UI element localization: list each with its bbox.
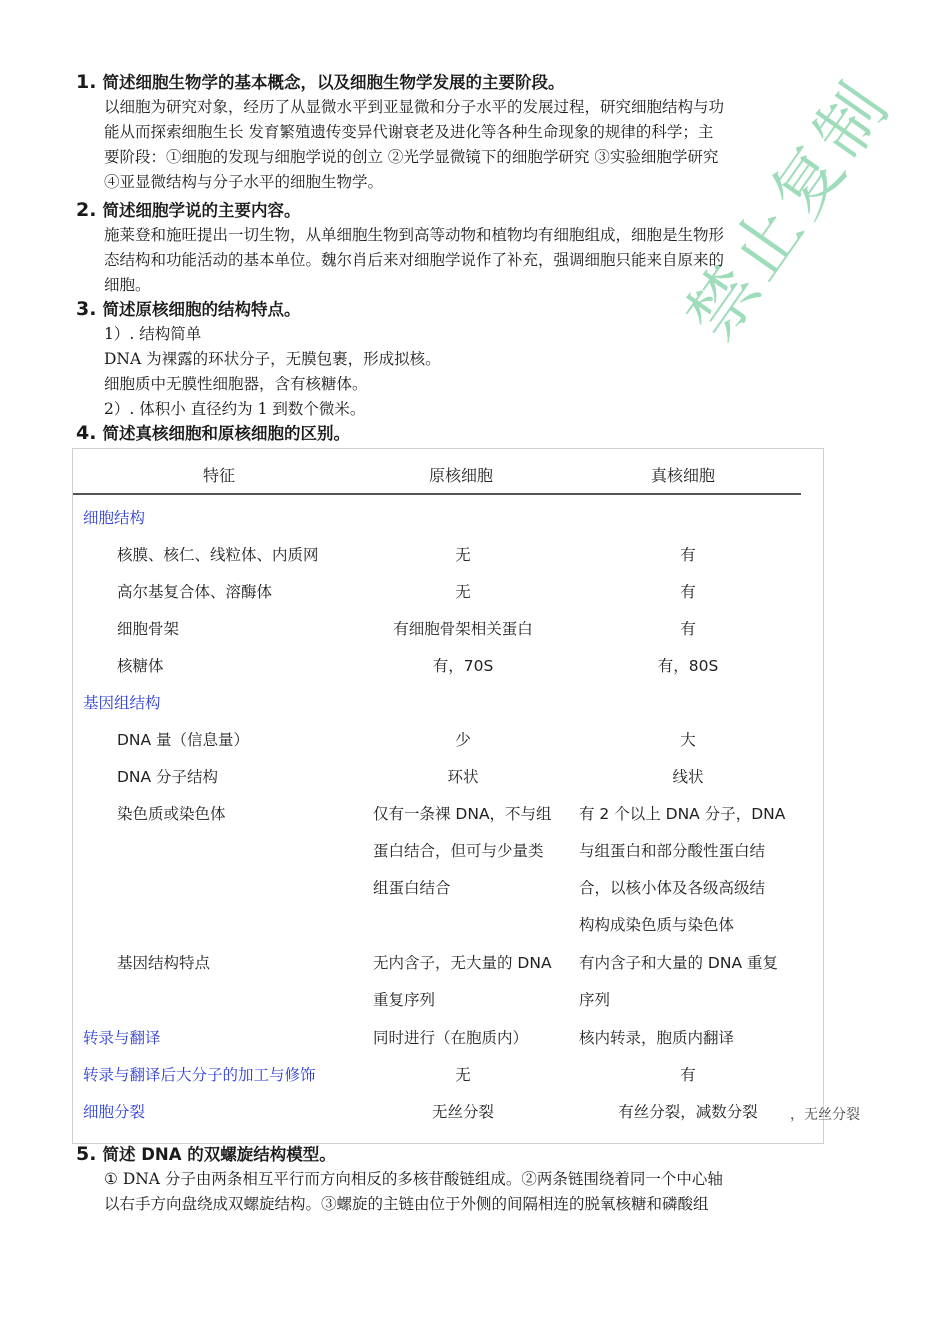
table-row: 核糖体 (117, 657, 164, 675)
header-eukaryote: 真核细胞 (651, 466, 716, 485)
question-2 (76, 198, 866, 298)
question-2-answer: 施莱登和施旺提出一切生物，从单细胞生物到高等动物和植物均有细胞组成，细胞是生物形 态结构和功能活动的基本单位。魏尔肖后来对细胞学说作了补充，强调细胞只能来自原来的 细胞。 (104, 226, 725, 294)
header-feature: 特征 (203, 466, 236, 485)
table-row: 染色质或染色体 (117, 805, 226, 823)
comparison-table: 特征 原核细胞 真核细胞 细胞结构 核膜、核仁、线粒体、内质网 无 有 高尔基复合体、溶酶体 无 有 细胞骨架 有细胞骨架相关蛋白 有 核糖体 有，70S 有，80S 基因组结构 DNA 量（信息量） 少 大 DNA 分子结构 环状 线状 染色质或染色体 仅有一条裸 DNA，不与组 蛋白结合，但可与少量类 组蛋白结合 有 2 个以上 DNA 分子，DNA 与组蛋白和部分酸性蛋白结 合，以核小体及各级高级结 构构成染色质与染色体 基因结构特点 无内含子，无大量的 DNA 重复序列 有内含子和大量的 DNA 重复 序列 转录与翻译 同时进行（在胞质内） 核内转录，胞质内翻译 转录与翻译后大分子的加工与修饰 无 有 细胞分裂 无丝分裂 有丝分裂，减数分裂 (72, 448, 824, 1144)
section-cell-structure: 细胞结构 (83, 509, 146, 527)
section-processing: 转录与翻译后大分子的加工与修饰 (83, 1066, 316, 1084)
table-header (73, 449, 801, 495)
section-cell-division: 细胞分裂 (83, 1103, 146, 1121)
section-genome-structure: 基因组结构 (83, 694, 161, 712)
question-4-title: 4. 简述真核细胞和原核细胞的区别。 (76, 422, 350, 444)
watermark: 禁止复制 (672, 66, 907, 354)
question-1-title: 1. 简述细胞生物学的基本概念，以及细胞生物学发展的主要阶段。 (76, 71, 565, 93)
table-extra-note: ，无丝分裂 (790, 1107, 860, 1123)
question-1 (76, 70, 866, 195)
question-5-title: 5. 简述 DNA 的双螺旋结构模型。 (76, 1143, 336, 1165)
question-3-answer: 1）. 结构简单 DNA 为裸露的环状分子，无膜包裹，形成拟核。 细胞质中无膜性细胞器，含有核糖体。 2）. 体积小 直径约为 1 到数个微米。 (104, 325, 441, 418)
table-row: 细胞骨架 (117, 620, 180, 638)
question-2-title: 2. 简述细胞学说的主要内容。 (76, 199, 301, 221)
gene-structure-prokaryote: 无内含子，无大量的 DNA 重复序列 (373, 954, 552, 1009)
chromatin-eukaryote: 有 2 个以上 DNA 分子，DNA 与组蛋白和部分酸性蛋白结 合，以核小体及各级高级结 构构成染色质与染色体 (579, 805, 786, 934)
header-prokaryote: 原核细胞 (429, 466, 494, 485)
question-5 (76, 1142, 866, 1217)
question-4 (76, 421, 866, 446)
question-3 (76, 297, 866, 422)
table-row: DNA 量（信息量） (117, 731, 250, 749)
gene-structure-eukaryote: 有内含子和大量的 DNA 重复 序列 (579, 954, 778, 1009)
chromatin-prokaryote: 仅有一条裸 DNA，不与组 蛋白结合，但可与少量类 组蛋白结合 (373, 805, 552, 897)
table-row: 核膜、核仁、线粒体、内质网 (117, 546, 319, 564)
section-transcription: 转录与翻译 (83, 1029, 161, 1047)
question-1-answer: 以细胞为研究对象，经历了从显微水平到亚显微和分子水平的发展过程，研究细胞结构与功 能从而探索细胞生长 发育繁殖遗传变异代谢衰老及进化等各种生命现象的规律的科学；主 要阶段：①细胞的发现与细胞学说的创立 ②光学显微镜下的细胞学研究 ③实验细胞学研究 ④亚显微结构与分子水平的细胞生物学。 (104, 98, 725, 191)
question-5-answer: ① DNA 分子由两条相互平行而方向相反的多核苷酸链组成。②两条链围绕着同一个中心轴 以右手方向盘绕成双螺旋结构。③螺旋的主链由位于外侧的间隔相连的脱氧核糖和磷酸组 (104, 1170, 723, 1213)
table-row: DNA 分子结构 (117, 768, 219, 786)
table-row: 基因结构特点 (117, 954, 211, 972)
table-row: 高尔基复合体、溶酶体 (117, 583, 273, 601)
question-3-title: 3. 简述原核细胞的结构特点。 (76, 298, 301, 320)
